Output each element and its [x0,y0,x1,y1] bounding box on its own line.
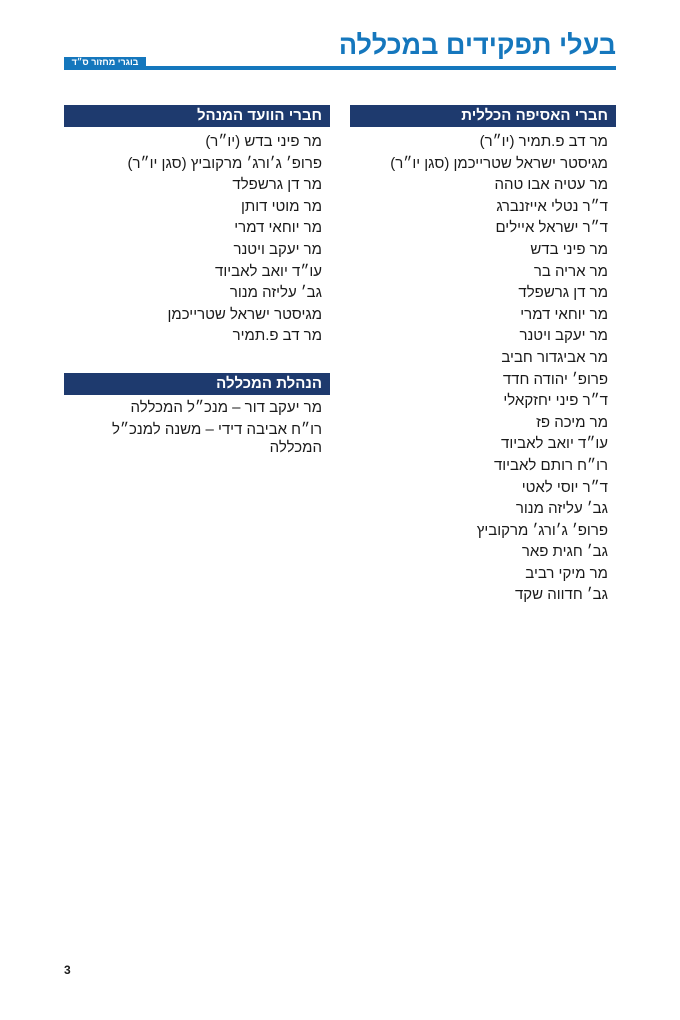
member-name: מר עטיה אבו טהה [494,176,608,194]
graduating-class-tag: בוגרי מחזור ס״ד [64,57,146,68]
page-number: 3 [64,963,71,977]
member-name: גב׳ עליזה מנור [515,500,608,518]
member-name: ד״ר ישראל איילים [495,219,608,237]
member-name: מר דב פ.תמיר (יו״ר) [479,133,608,150]
assembly-column [350,105,616,606]
member-name: מר יעקב דור – מנכ״ל המכללה [130,398,322,416]
member-name: מר יעקב ויטנר [519,327,608,345]
member-name: מר דן גרשפלד [518,284,608,302]
management-header: הנהלת המכללה [64,373,330,395]
board-header: חברי הוועד המנהל [64,105,330,127]
member-name: מר פיני בדש (יו״ר) [205,133,322,150]
member-name: מגיסטר ישראל שטרייכמן [167,305,322,323]
member-name: מר מיכה פז [536,413,608,431]
member-name: מר יוחאי דמרי [520,305,608,323]
page-title: בעלי תפקידים במכללה [338,30,616,60]
title-underline [64,66,616,70]
member-name: פרופ׳ יהודה חדד [502,370,608,388]
member-name: מר אריה בר [533,262,608,280]
member-name: רו״ח אביבה דידי – משנה למנכ״ל המכללה [112,420,322,456]
member-name: מר דב פ.תמיר [232,327,322,345]
member-name: גב׳ חדווה שקד [514,586,608,604]
member-name: מר מיקי רביב [525,564,608,582]
member-name: ד״ר יוסי לאטי [521,478,608,496]
member-name: ד״ר נטלי אייזנברג [496,197,608,215]
member-name: מגיסטר ישראל שטרייכמן (סגן יו״ר) [390,154,608,172]
management-member-list [64,399,330,457]
member-name: מר מוטי דותן [240,197,322,215]
board-member-list [64,131,330,347]
member-name: מר יעקב ויטנר [233,240,322,258]
member-name: רו״ח רותם לאביוד [493,456,608,474]
member-name: גב׳ עליזה מנור [229,284,322,302]
board-column [64,105,330,461]
member-name: מר פיני בדש [530,240,608,258]
member-name: עו״ד יואב לאביוד [215,262,322,280]
member-name: מר יוחאי דמרי [234,219,322,237]
member-name: ד״ר פיני יחזקאלי [503,392,608,410]
member-name: מר אביגדור חביב [501,348,608,366]
member-name: פרופ׳ ג׳ורג׳ מרקוביץ [476,521,608,539]
member-name: מר דן גרשפלד [232,176,322,194]
member-name: עו״ד יואב לאביוד [501,435,608,453]
assembly-member-list [350,131,616,606]
assembly-header: חברי האסיפה הכללית [350,105,616,127]
member-name: גב׳ חגית פאר [521,543,608,561]
member-name: פרופ׳ ג׳ורג׳ מרקוביץ (סגן יו״ר) [127,154,322,172]
